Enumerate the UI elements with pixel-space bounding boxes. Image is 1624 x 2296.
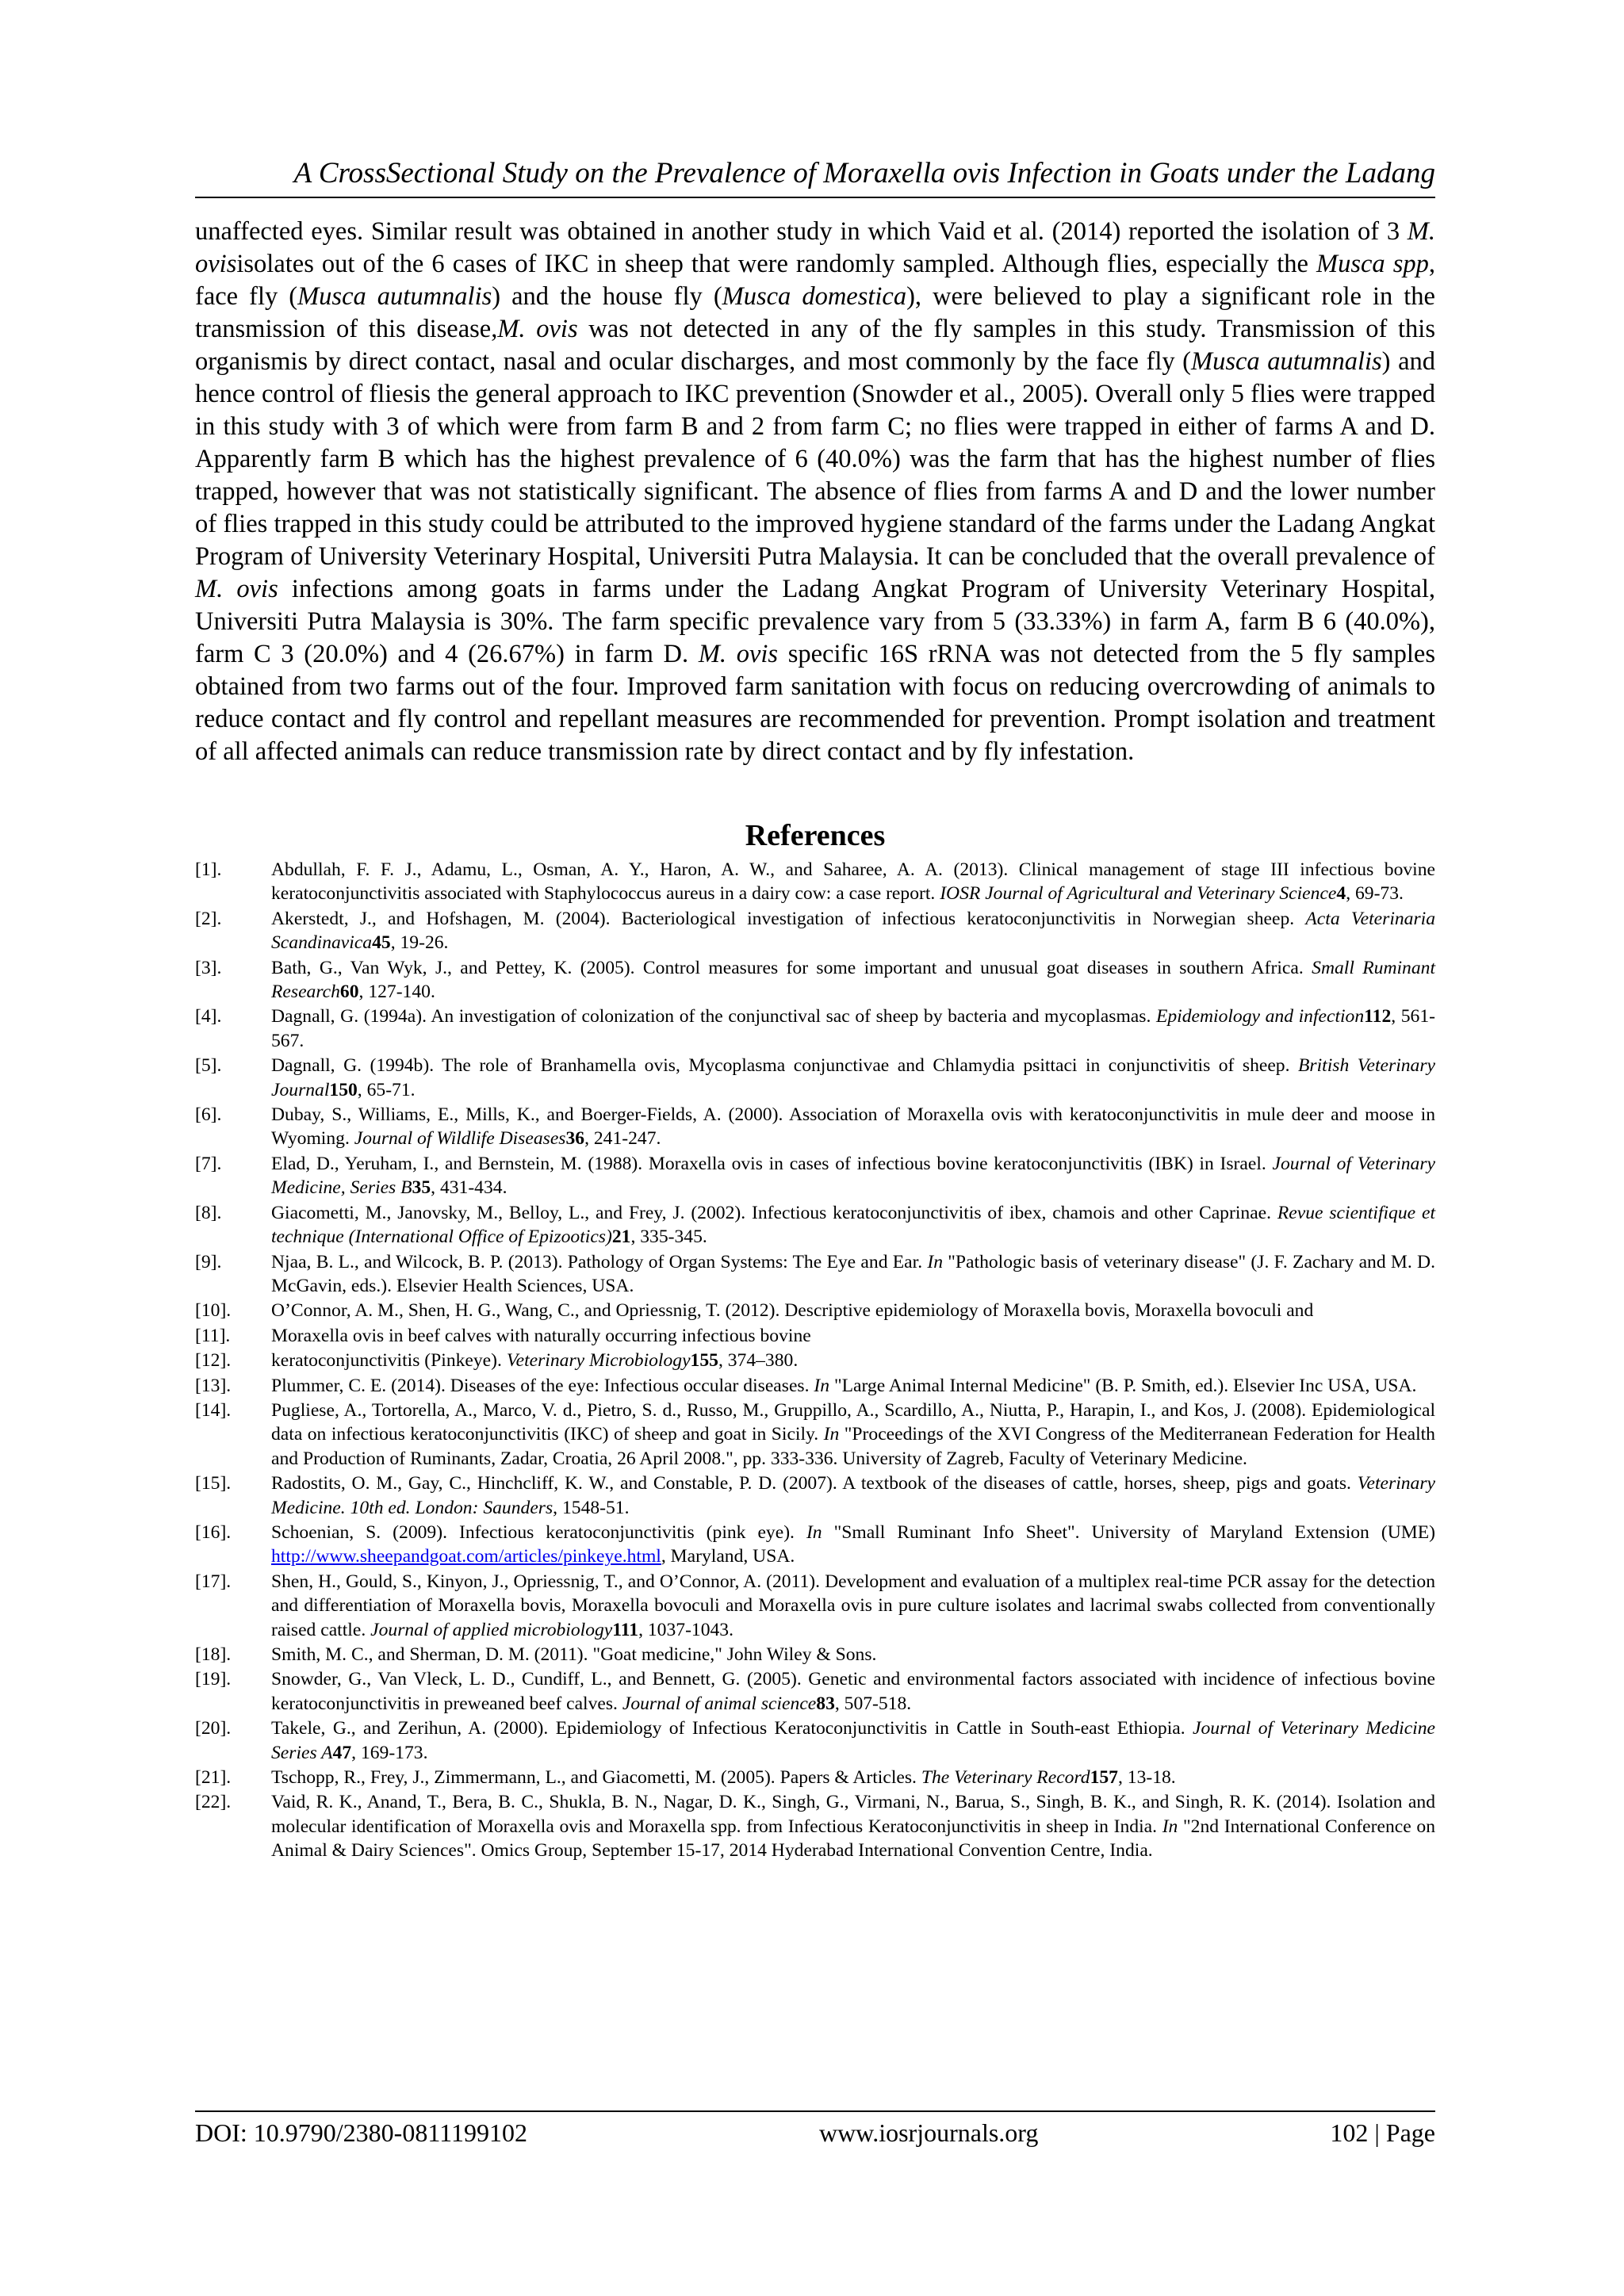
reference-text: , 19-26.	[390, 932, 449, 954]
reference-text	[271, 1790, 1435, 1862]
body-italic: Musca domestica	[722, 282, 907, 311]
reference-text: , 335-345.	[630, 1226, 707, 1248]
reference-number: [20].	[195, 1718, 232, 1739]
reference-italic: Journal of applied microbiology	[370, 1619, 613, 1640]
reference-link[interactable]: http://www.sheepandgoat.com/articles/pinkeye.html	[271, 1546, 661, 1567]
reference-item	[195, 1152, 1435, 1200]
reference-number: [5].	[195, 1055, 222, 1077]
reference-text	[271, 1324, 1435, 1348]
body-italic: Musca autumnalis	[1191, 347, 1382, 376]
reference-text: , 13-18.	[1117, 1767, 1176, 1789]
reference-text: keratoconjunctivitis (Pinkeye).	[271, 1350, 507, 1372]
reference-text	[271, 956, 1435, 1004]
reference-item	[195, 1399, 1435, 1471]
reference-item	[195, 1471, 1435, 1520]
reference-text: , 561-567.	[271, 1006, 1435, 1051]
body-text: isolates out of the 6 cases of IKC in sheep that were randomly sampled. Although flies, especially the	[236, 250, 1317, 278]
reference-italic: Journal of Veterinary Medicine Series A	[271, 1718, 1435, 1763]
reference-number: [17].	[195, 1571, 232, 1592]
reference-item	[195, 1250, 1435, 1299]
reference-text: , 65-71.	[357, 1079, 416, 1100]
reference-text	[271, 1250, 1435, 1299]
reference-text	[271, 858, 1435, 906]
reference-italic: Journal of animal science	[622, 1693, 817, 1714]
reference-italic: In	[823, 1424, 840, 1445]
reference-italic: In	[806, 1521, 822, 1543]
reference-italic: The Veterinary Record	[921, 1767, 1090, 1789]
body-text: infections among goats in farms under the Ladang Angkat Program of University Veterinary Hospital, Universiti Putra Malaysia is 30%. The farm specific prevalence vary from 5 (33.33%) in farm A, farm B 6 (40.0%), farm C 3 (20.0%) and 4 (26.67%) in farm D.	[195, 575, 1435, 668]
reference-text: Moraxella ovis in beef calves with naturally occurring infectious bovine	[271, 1325, 811, 1346]
reference-text: O’Connor, A. M., Shen, H. G., Wang, C., and Opriessnig, T. (2012). Descriptive epidemiology of Moraxella bovis, Moraxella bovoculi and	[271, 1300, 1314, 1322]
reference-number: [15].	[195, 1473, 232, 1494]
reference-italic: Veterinary Microbiology	[506, 1350, 691, 1372]
reference-item	[195, 1643, 1435, 1667]
body-text: ) and hence control of fliesis the general approach to IKC prevention (Snowder et al., 2005). Overall only 5 flies were trapped in this study with 3 of which were from farm B and 2 from farm C; no flies were trapped in either of farms A and D. Apparently farm B which has the highest prevalence of 6 (40.0%) was the farm that has the highest number of flies trapped, however that was not statistically significant. The absence of flies from farms A and D and the lower number of flies trapped in this study could be attributed to the improved hygiene standard of the farms under the Ladang Angkat Program of University Veterinary Hospital, Universiti Putra Malaysia. It can be concluded that the overall prevalence of	[195, 347, 1435, 571]
reference-item	[195, 1716, 1435, 1765]
reference-text: "Small Ruminant Info Sheet". University of Maryland Extension (UME)	[822, 1521, 1435, 1543]
reference-text: Schoenian, S. (2009). Infectious keratoconjunctivitis (pink eye).	[271, 1521, 806, 1543]
reference-bold: 36	[565, 1128, 585, 1150]
reference-bold: 83	[816, 1693, 835, 1714]
reference-item	[195, 907, 1435, 955]
reference-text: Dubay, S., Williams, E., Mills, K., and Boerger-Fields, A. (2000). Association of Moraxella ovis with keratoconjunctivitis in mule deer and moose in Wyoming.	[271, 1104, 1435, 1150]
body-italic: Musca autumnalis	[297, 282, 492, 311]
reference-text: , 374–380.	[718, 1350, 799, 1372]
reference-text	[271, 1667, 1435, 1716]
reference-number: [18].	[195, 1644, 232, 1665]
body-italic: M. ovis	[698, 640, 779, 668]
body-text: specific 16S rRNA was not detected from the 5 fly samples obtained from two farms out of the four. Improved farm sanitation with focus on reducing overcrowding of animals to reduce contact and fly control and repellant measures are recommended for prevention. Prompt isolation and treatment of all affected animals can reduce transmission rate by direct contact and by fly infestation.	[195, 640, 1435, 766]
reference-item	[195, 1103, 1435, 1151]
reference-italic: Veterinary Medicine. 10th ed. London: Saunders	[271, 1473, 1435, 1518]
body-paragraph	[195, 216, 1435, 768]
reference-text: , 507-518.	[834, 1693, 912, 1714]
reference-bold: 47	[332, 1742, 352, 1763]
reference-text: Vaid, R. K., Anand, T., Bera, B. C., Shukla, B. N., Nagar, D. K., Singh, G., Virmani, N., Barua, S., Singh, B. K., and Singh, R. K. (2014). Isolation and molecular identification of Moraxella ovis and Moraxella spp. from Infectious Keratoconjunctivitis in sheep in India.	[271, 1792, 1435, 1837]
reference-text	[271, 1299, 1435, 1322]
reference-bold: 150	[329, 1079, 358, 1100]
reference-italic: In	[1162, 1816, 1178, 1837]
reference-text	[271, 1766, 1435, 1789]
reference-bold: 35	[412, 1177, 431, 1199]
reference-item	[195, 1521, 1435, 1569]
reference-text	[271, 1643, 1435, 1667]
reference-italic: Journal of Veterinary Medicine, Series B	[271, 1153, 1435, 1199]
reference-number: [22].	[195, 1792, 232, 1813]
reference-text: Snowder, G., Van Vleck, L. D., Cundiff, L., and Bennett, G. (2005). Genetic and environmental factors associated with incidence of infectious bovine keratoconjunctivitis in preweaned beef calves.	[271, 1669, 1435, 1714]
body-text: ) and the house fly (	[492, 282, 722, 311]
reference-number: [8].	[195, 1202, 222, 1223]
reference-bold: 155	[690, 1350, 718, 1372]
reference-text: Njaa, B. L., and Wilcock, B. P. (2013). Pathology of Organ Systems: The Eye and Ear.	[271, 1251, 928, 1272]
reference-item	[195, 1004, 1435, 1053]
references-heading: References	[745, 819, 886, 852]
reference-item	[195, 1374, 1435, 1398]
reference-item	[195, 858, 1435, 906]
reference-italic: Small Ruminant Research	[271, 957, 1436, 1003]
reference-italic: Revue scientifique et technique (International Office of Epizootics)	[271, 1202, 1436, 1248]
reference-text	[271, 1201, 1435, 1249]
reference-number: [16].	[195, 1521, 232, 1543]
reference-number: [2].	[195, 908, 222, 929]
reference-bold: 112	[1364, 1006, 1392, 1027]
body-italic: M. ovis	[195, 217, 1435, 278]
reference-italic: In	[927, 1251, 944, 1272]
reference-text: Akerstedt, J., and Hofshagen, M. (2004). Bacteriological investigation of infectious keratoconjunctivitis in Norwegian sheep.	[271, 908, 1306, 929]
reference-bold: 60	[339, 982, 359, 1003]
reference-italic: Epidemiology and infection	[1155, 1006, 1365, 1027]
reference-text	[271, 1004, 1435, 1053]
reference-text	[271, 1054, 1435, 1102]
reference-text: , 1548-51.	[553, 1497, 630, 1518]
body-text: unaffected eyes. Similar result was obtained in another study in which Vaid et al. (2014) reported the isolation of 3	[195, 217, 1408, 246]
reference-text	[271, 1399, 1435, 1471]
reference-text	[271, 907, 1435, 955]
reference-number: [6].	[195, 1104, 222, 1126]
reference-text	[271, 1152, 1435, 1200]
reference-bold: 111	[612, 1619, 639, 1640]
reference-number: [10].	[195, 1300, 232, 1322]
running-header	[195, 155, 1435, 198]
reference-item	[195, 956, 1435, 1004]
reference-number: [12].	[195, 1350, 232, 1372]
reference-item	[195, 1299, 1435, 1322]
reference-text	[271, 1716, 1435, 1765]
reference-item	[195, 1349, 1435, 1372]
reference-text: Bath, G., Van Wyk, J., and Pettey, K. (2005). Control measures for some important and unusual goat diseases in southern Africa.	[271, 957, 1312, 978]
reference-number: [14].	[195, 1399, 232, 1421]
references-list	[195, 858, 1435, 1864]
reference-text	[271, 1570, 1435, 1642]
reference-text: , 241-247.	[584, 1128, 661, 1150]
reference-text	[271, 1521, 1435, 1569]
reference-text: Pugliese, A., Tortorella, A., Marco, V. d., Pietro, S. d., Russo, M., Gruppillo, A., Scardillo, A., Niutta, P., Harapin, I., and Kos, J. (2008). Epidemiological data on infectious keratoconjunctivitis (IKC) of sheep and goat in Sicily.	[271, 1399, 1435, 1445]
reference-text: , 169-173.	[351, 1742, 428, 1763]
reference-italic: In	[814, 1375, 830, 1396]
body-text: was not detected in any of the fly samples in this study. Transmission of this organismis by direct contact, nasal and ocular discharges, and most commonly by the face fly (	[195, 315, 1435, 376]
reference-number: [7].	[195, 1153, 222, 1174]
reference-number: [4].	[195, 1006, 222, 1027]
reference-text: Plummer, C. E. (2014). Diseases of the eye: Infectious occular diseases.	[271, 1375, 814, 1396]
reference-number: [19].	[195, 1669, 232, 1690]
reference-text: "2nd International Conference on Animal & Dairy Sciences". Omics Group, September 15-17, 2014 Hyderabad International Convention Centre, India.	[271, 1816, 1435, 1862]
reference-italic: Journal of Wildlife Diseases	[354, 1128, 566, 1150]
reference-item	[195, 1570, 1435, 1642]
reference-item	[195, 1054, 1435, 1102]
reference-italic: British Veterinary Journal	[271, 1055, 1436, 1100]
reference-number: [1].	[195, 859, 222, 880]
body-text: ), were believed to play a significant role in the transmission of this disease,	[195, 282, 1435, 343]
reference-text: , 69-73.	[1346, 883, 1404, 905]
footer-page-number: 102 | Page	[1330, 2118, 1435, 2147]
body-text: , face fly (	[195, 250, 1435, 311]
reference-bold: 45	[372, 932, 391, 954]
reference-number: [11].	[195, 1325, 231, 1346]
reference-text: "Pathologic basis of veterinary disease" (J. F. Zachary and M. D. McGavin, eds.). Elsevier Health Sciences, USA.	[271, 1251, 1435, 1296]
body-italic: Musca spp	[1316, 250, 1429, 278]
reference-number: [21].	[195, 1767, 232, 1789]
reference-text: , Maryland, USA.	[661, 1546, 795, 1567]
reference-text: Tschopp, R., Frey, J., Zimmermann, L., and Giacometti, M. (2005). Papers & Articles.	[271, 1767, 921, 1789]
reference-italic: Acta Veterinaria Scandinavica	[271, 908, 1436, 954]
running-title: A CrossSectional Study on the Prevalence of Moraxella ovis Infection in Goats under the Ladang	[293, 157, 1435, 189]
body-italic: M. ovis	[195, 575, 278, 603]
reference-text: "Proceedings of the XVI Congress of the Mediterranean Federation for Health and Production of Ruminants, Zadar, Croatia, 26 April 2008.", pp. 333-336. University of Zagreb, Faculty of Veterinary Medicine.	[271, 1424, 1435, 1469]
reference-number: [13].	[195, 1375, 232, 1396]
reference-text: , 127-140.	[358, 982, 435, 1003]
reference-text: Elad, D., Yeruham, I., and Bernstein, M. (1988). Moraxella ovis in cases of infectious bovine keratoconjunctivitis (IBK) in Israel.	[271, 1153, 1273, 1174]
reference-text	[271, 1471, 1435, 1520]
reference-item	[195, 1667, 1435, 1716]
reference-text: "Large Animal Internal Medicine" (B. P. Smith, ed.). Elsevier Inc USA, USA.	[829, 1375, 1417, 1396]
reference-text: , 431-434.	[431, 1177, 508, 1199]
reference-text	[271, 1374, 1435, 1398]
reference-text: Abdullah, F. F. J., Adamu, L., Osman, A. Y., Haron, A. W., and Saharee, A. A. (2013). Clinical management of stage III infectious bovine keratoconjunctivitis associated with Staphylococcus aureus in a dairy cow: a case report.	[271, 859, 1435, 905]
reference-text: Smith, M. C., and Sherman, D. M. (2011). "Goat medicine," John Wiley & Sons.	[271, 1644, 877, 1665]
reference-text: Takele, G., and Zerihun, A. (2000). Epidemiology of Infectious Keratoconjunctivitis in Cattle in South-east Ethiopia.	[271, 1718, 1193, 1739]
reference-text: Dagnall, G. (1994a). An investigation of colonization of the conjunctival sac of sheep by bacteria and mycoplasmas.	[271, 1006, 1156, 1027]
reference-item	[195, 1766, 1435, 1789]
reference-item	[195, 1324, 1435, 1348]
reference-bold: 157	[1090, 1767, 1118, 1789]
reference-number: [9].	[195, 1251, 222, 1272]
reference-text: Radostits, O. M., Gay, C., Hinchcliff, K. W., and Constable, P. D. (2007). A textbook of the diseases of cattle, horses, sheep, pigs and goats.	[271, 1473, 1358, 1494]
reference-text: , 1037-1043.	[638, 1619, 734, 1640]
reference-bold: 21	[611, 1226, 631, 1248]
footer-website: www.iosrjournals.org	[818, 2118, 1039, 2147]
reference-bold: 4	[1336, 883, 1346, 905]
reference-text: Dagnall, G. (1994b). The role of Branhamella ovis, Mycoplasma conjunctivae and Chlamydia psittaci in conjunctivitis of sheep.	[271, 1055, 1298, 1077]
reference-italic: IOSR Journal of Agricultural and Veterinary Science	[940, 883, 1337, 905]
footer-doi: DOI: 10.9790/2380-0811199102	[195, 2118, 527, 2147]
reference-text: Shen, H., Gould, S., Kinyon, J., Opriessnig, T., and O’Connor, A. (2011). Development and evaluation of a multiplex real-time PCR assay for the detection and differentiation of Moraxella bovis, Moraxella bovoculi and Moraxella ovis in pure culture isolates and lacrimal swabs collected from conventionally raised cattle.	[271, 1571, 1435, 1640]
reference-item	[195, 1790, 1435, 1862]
reference-text	[271, 1349, 1435, 1372]
reference-text: Giacometti, M., Janovsky, M., Belloy, L., and Frey, J. (2002). Infectious keratoconjunctivitis of ibex, chamois and other Caprinae.	[271, 1202, 1277, 1223]
page-footer	[195, 2110, 1435, 2149]
reference-text	[271, 1103, 1435, 1151]
reference-item	[195, 1201, 1435, 1249]
body-italic: M. ovis	[497, 315, 578, 343]
reference-number: [3].	[195, 957, 222, 978]
